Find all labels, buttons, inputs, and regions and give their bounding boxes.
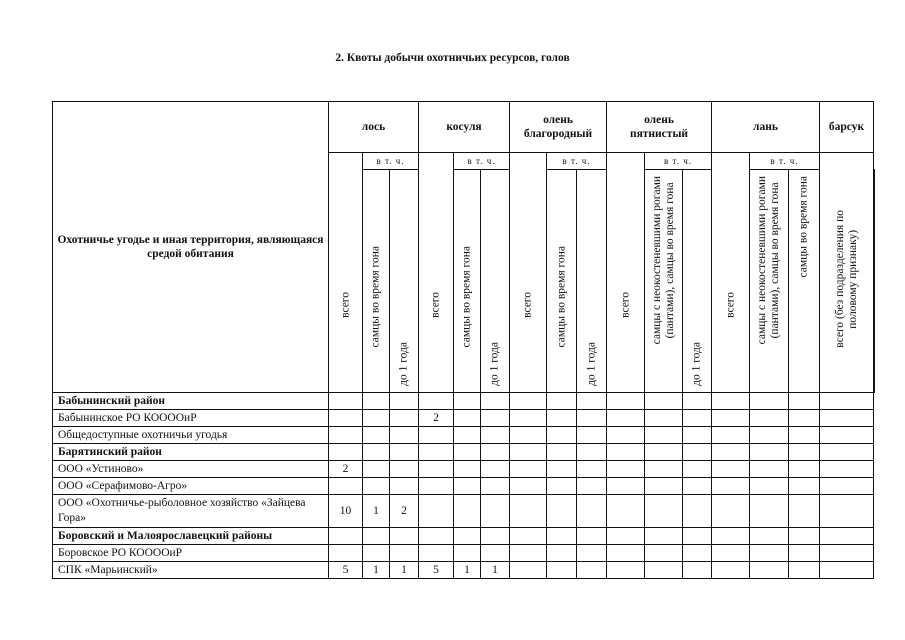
quota-cell: [510, 393, 547, 410]
red-deer-under-one-header: [577, 170, 607, 393]
quota-cell: [454, 545, 481, 562]
quota-cell: [363, 427, 390, 444]
table-row: [53, 461, 875, 478]
badger-total-label: [834, 210, 860, 348]
quota-cell: 1: [454, 562, 481, 579]
sika-velvet-line1: самцы с неокостеневшими рогами: [650, 176, 663, 345]
territory-name: ООО «Охотничье-рыболовное хозяйство «Зайцева Гора»: [53, 495, 329, 528]
elk-under-one-header: [390, 170, 419, 393]
quota-cell: [577, 478, 607, 495]
quota-cell: [510, 444, 547, 461]
species-header-sika-deer-text: олень пятнистый: [629, 114, 689, 140]
page-title: 2. Квоты добычи охотничьих ресурсов, голов: [335, 52, 570, 64]
species-header-fallow-deer: лань: [712, 102, 820, 153]
fallow-under-one-header: [874, 170, 875, 393]
quota-cell: [789, 410, 820, 427]
fallow-under-one-label: [874, 342, 875, 386]
quota-cell: [820, 562, 874, 579]
quota-cell: [820, 393, 874, 410]
quota-cell: [789, 478, 820, 495]
quota-cell: [789, 495, 820, 528]
quota-cell: [329, 478, 363, 495]
red-deer-males-rut-label: самцы во время гона: [555, 246, 567, 348]
quota-cell: [419, 495, 454, 528]
quota-cell: [481, 427, 510, 444]
quota-cell: [750, 427, 789, 444]
territory-name: Бабынинское РО КОООOиР: [53, 410, 329, 427]
species-header-roe: косуля: [419, 102, 510, 153]
quota-cell: [454, 528, 481, 545]
quota-cell: [645, 444, 683, 461]
quota-cell: [419, 478, 454, 495]
fallow-total-label: всего: [724, 292, 736, 318]
quota-cell: [683, 461, 712, 478]
quota-cell: [712, 410, 750, 427]
quota-cell: [510, 545, 547, 562]
quota-cell: [547, 528, 577, 545]
quota-cell: 2: [390, 495, 419, 528]
table-row: [53, 410, 875, 427]
quota-cell: 5: [329, 562, 363, 579]
quota-cell: [607, 528, 645, 545]
quota-cell: [820, 545, 874, 562]
quota-cell: [789, 545, 820, 562]
quota-cell: [547, 562, 577, 579]
badger-label-line2: половому признаку): [846, 229, 859, 329]
quota-cell: [683, 478, 712, 495]
quota-cell: [683, 393, 712, 410]
quota-cell: [712, 393, 750, 410]
quota-cell: [750, 461, 789, 478]
quota-cell: [481, 545, 510, 562]
species-header-badger: барсук: [820, 102, 874, 153]
quota-cell: [683, 410, 712, 427]
sika-under-one-header: [683, 170, 712, 393]
quota-cell: [390, 410, 419, 427]
quota-cell: [454, 427, 481, 444]
quota-cell: [820, 410, 874, 427]
quota-cell: [454, 495, 481, 528]
quota-cell: [645, 427, 683, 444]
district-row: [53, 528, 875, 545]
quota-cell: [390, 393, 419, 410]
quota-cell: [510, 495, 547, 528]
quota-cell: [750, 528, 789, 545]
quota-cell: [390, 461, 419, 478]
quota-cell: [577, 444, 607, 461]
quota-cell: [547, 461, 577, 478]
quota-cell: [547, 478, 577, 495]
quota-cell: [363, 528, 390, 545]
quota-cell: [481, 444, 510, 461]
quota-cell: [510, 528, 547, 545]
quota-cell: [363, 410, 390, 427]
red-deer-total-label: всего: [521, 292, 534, 318]
sika-males-velvet-label: [651, 176, 677, 344]
quota-cell: [363, 461, 390, 478]
quota-cell: [750, 495, 789, 528]
quota-cell: [547, 545, 577, 562]
quota-cell: [789, 393, 820, 410]
quota-cell: 1: [481, 562, 510, 579]
quota-cell: [419, 545, 454, 562]
quota-cell: [683, 495, 712, 528]
table-row: [53, 562, 875, 579]
table-row: [53, 545, 875, 562]
district-name: Боровский и Малоярославецкий районы: [53, 528, 329, 545]
red-deer-males-rut-header: [547, 170, 577, 393]
quota-cell: [683, 528, 712, 545]
quota-cell: [607, 545, 645, 562]
elk-total-label: всего: [339, 292, 351, 318]
quota-cell: [481, 410, 510, 427]
quota-cell: [820, 478, 874, 495]
fallow-males-rut-header: [789, 170, 820, 393]
quota-cell: [789, 444, 820, 461]
quota-table: [52, 101, 875, 579]
species-header-sika-deer: [607, 102, 712, 153]
row-label-header: Охотничье угодье и иная территория, являющаяся средой обитания: [53, 102, 329, 393]
quota-cell: 1: [390, 562, 419, 579]
quota-cell: [607, 562, 645, 579]
quota-cell: [481, 393, 510, 410]
sika-velvet-line2: (пантами), самцы во время гона: [663, 182, 676, 339]
quota-cell: 10: [329, 495, 363, 528]
table-row: [53, 495, 875, 528]
quota-cell: [789, 427, 820, 444]
quota-cell: [750, 545, 789, 562]
quota-cell: [577, 495, 607, 528]
sika-in-which: в т. ч.: [645, 153, 712, 170]
district-row: [53, 444, 875, 461]
quota-cell: [645, 562, 683, 579]
territory-name: Общедоступные охотничьи угодья: [53, 427, 329, 444]
quota-body: [53, 393, 875, 579]
territory-name: ООО «Серафимово-Агро»: [53, 478, 329, 495]
fallow-velvet-line1: самцы с неокостеневшими рогами: [756, 176, 768, 345]
territory-name: СПК «Марьинский»: [53, 562, 329, 579]
quota-cell: [712, 461, 750, 478]
quota-cell: [750, 410, 789, 427]
quota-cell: [645, 461, 683, 478]
quota-cell: [547, 427, 577, 444]
quota-cell: [607, 393, 645, 410]
fallow-total-header: [712, 153, 750, 393]
quota-cell: [363, 545, 390, 562]
quota-cell: [645, 495, 683, 528]
quota-cell: [547, 410, 577, 427]
sika-males-velvet-header: [645, 170, 683, 393]
quota-cell: [820, 528, 874, 545]
quota-cell: [454, 478, 481, 495]
table-row: [53, 427, 875, 444]
quota-cell: 2: [329, 461, 363, 478]
quota-cell: [577, 562, 607, 579]
quota-cell: [547, 393, 577, 410]
quota-cell: [712, 528, 750, 545]
roe-under-one-header: [481, 170, 510, 393]
quota-cell: [390, 528, 419, 545]
red-deer-under-one-label: до 1 года: [585, 342, 597, 386]
quota-cell: [577, 393, 607, 410]
elk-total-header: [329, 153, 363, 393]
quota-cell: [454, 393, 481, 410]
quota-cell: [683, 562, 712, 579]
territory-name: Боровское РО КОООOиР: [53, 545, 329, 562]
quota-cell: [481, 528, 510, 545]
quota-cell: [683, 427, 712, 444]
quota-cell: [577, 461, 607, 478]
roe-under-one-label: до 1 года: [488, 342, 501, 386]
fallow-in-which: в т. ч.: [750, 153, 820, 170]
sika-total-label: всего: [619, 292, 631, 318]
quota-cell: [577, 528, 607, 545]
quota-cell: 2: [419, 410, 454, 427]
quota-cell: [481, 478, 510, 495]
quota-cell: [454, 410, 481, 427]
quota-cell: [712, 427, 750, 444]
quota-cell: [789, 562, 820, 579]
quota-cell: [712, 444, 750, 461]
quota-cell: [419, 528, 454, 545]
quota-cell: [454, 444, 481, 461]
quota-cell: [390, 478, 419, 495]
header-row-species: [53, 102, 875, 153]
quota-cell: [607, 410, 645, 427]
roe-in-which: в т. ч.: [454, 153, 510, 170]
quota-cell: [481, 461, 510, 478]
roe-males-rut-header: [454, 170, 481, 393]
elk-males-rut-header: [363, 170, 390, 393]
quota-cell: [547, 495, 577, 528]
quota-cell: [712, 478, 750, 495]
quota-cell: [577, 410, 607, 427]
roe-total-label: всего: [429, 292, 442, 318]
quota-cell: [577, 545, 607, 562]
red-deer-in-which: в т. ч.: [547, 153, 607, 170]
quota-cell: [645, 393, 683, 410]
quota-cell: [820, 495, 874, 528]
quota-cell: [329, 528, 363, 545]
district-row: [53, 393, 875, 410]
quota-cell: [547, 444, 577, 461]
badger-total-header: [820, 153, 874, 393]
quota-cell: [683, 545, 712, 562]
quota-cell: [712, 495, 750, 528]
quota-cell: [510, 410, 547, 427]
quota-cell: [750, 562, 789, 579]
quota-cell: [789, 528, 820, 545]
district-name: Бабынинский район: [53, 393, 329, 410]
quota-cell: [363, 478, 390, 495]
quota-cell: [510, 427, 547, 444]
quota-cell: [712, 545, 750, 562]
roe-males-rut-label: самцы во время гона: [460, 246, 473, 348]
fallow-males-velvet-header: [750, 170, 789, 393]
quota-cell: [363, 444, 390, 461]
table-row: [53, 478, 875, 495]
quota-cell: [750, 444, 789, 461]
quota-cell: [820, 444, 874, 461]
species-header-red-deer: [510, 102, 607, 153]
quota-cell: [645, 528, 683, 545]
quota-cell: [390, 545, 419, 562]
fallow-males-velvet-label: [756, 176, 782, 344]
quota-cell: [419, 427, 454, 444]
species-header-elk: лось: [329, 102, 419, 153]
elk-under-one-label: до 1 года: [397, 342, 410, 386]
quota-cell: [750, 393, 789, 410]
quota-cell: [607, 495, 645, 528]
quota-cell: 5: [419, 562, 454, 579]
quota-cell: [607, 478, 645, 495]
quota-cell: [789, 461, 820, 478]
quota-cell: [683, 444, 712, 461]
quota-cell: [577, 427, 607, 444]
quota-cell: [454, 461, 481, 478]
quota-cell: [329, 410, 363, 427]
quota-cell: [329, 393, 363, 410]
quota-cell: 1: [363, 495, 390, 528]
red-deer-total-header: [510, 153, 547, 393]
quota-cell: [645, 545, 683, 562]
district-name: Барятинский район: [53, 444, 329, 461]
sika-under-one-label: до 1 года: [690, 342, 703, 386]
quota-cell: [329, 427, 363, 444]
quota-cell: [329, 444, 363, 461]
badger-label-line1: всего (без подразделения по: [833, 210, 846, 348]
quota-cell: [510, 562, 547, 579]
quota-cell: [390, 444, 419, 461]
quota-cell: [607, 444, 645, 461]
species-header-red-deer-text: олень благородный: [523, 114, 593, 140]
territory-name: ООО «Устиново»: [53, 461, 329, 478]
fallow-males-rut-label: самцы во время гона: [797, 176, 810, 278]
roe-total-header: [419, 153, 454, 393]
quota-cell: [712, 562, 750, 579]
quota-cell: [363, 393, 390, 410]
quota-cell: [820, 461, 874, 478]
quota-cell: [510, 461, 547, 478]
quota-cell: [419, 461, 454, 478]
quota-cell: [645, 410, 683, 427]
quota-cell: [390, 427, 419, 444]
quota-cell: [750, 478, 789, 495]
elk-males-rut-label: самцы во время гона: [369, 246, 382, 348]
quota-cell: [510, 478, 547, 495]
quota-cell: [607, 427, 645, 444]
quota-cell: 1: [363, 562, 390, 579]
quota-cell: [329, 545, 363, 562]
sika-total-header: [607, 153, 645, 393]
quota-cell: [419, 393, 454, 410]
quota-cell: [481, 495, 510, 528]
fallow-velvet-line2: (пантами), самцы во время гона: [769, 182, 781, 339]
quota-cell: [820, 427, 874, 444]
quota-cell: [419, 444, 454, 461]
elk-in-which: в т. ч.: [363, 153, 419, 170]
quota-cell: [645, 478, 683, 495]
quota-cell: [607, 461, 645, 478]
